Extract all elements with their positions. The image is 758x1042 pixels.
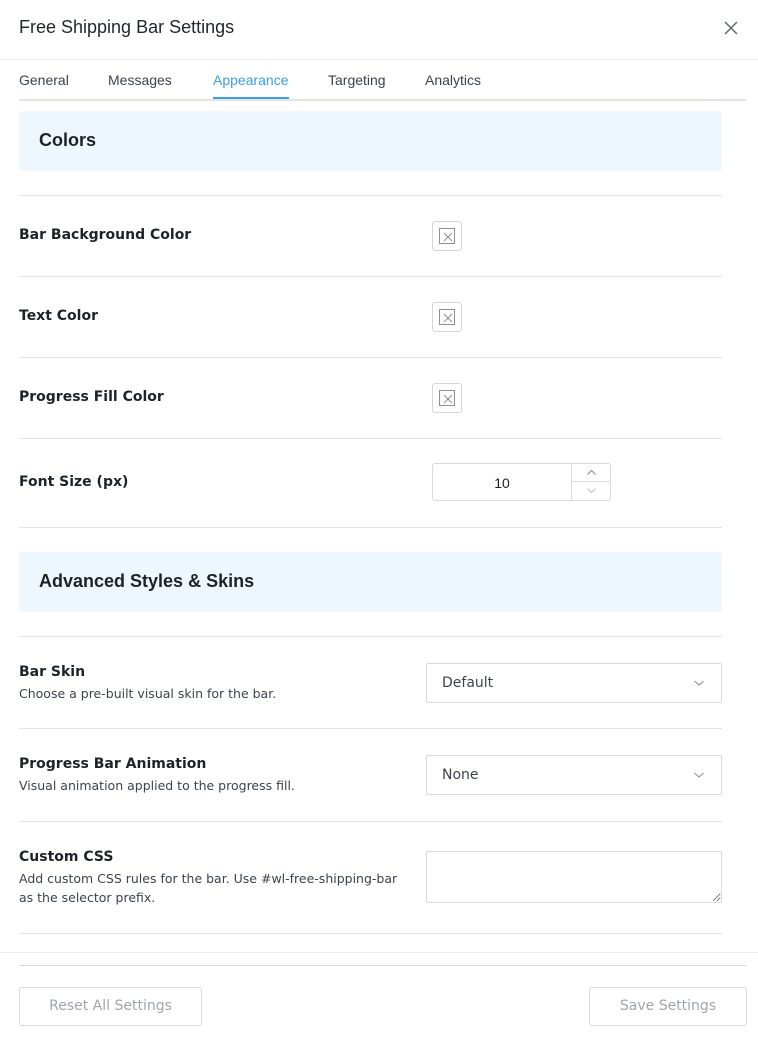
tab-analytics[interactable]: Analytics bbox=[425, 72, 482, 88]
chevron-up-icon bbox=[572, 464, 611, 481]
font-size-stepper bbox=[571, 464, 611, 500]
tab-general[interactable]: General bbox=[19, 72, 69, 88]
divider bbox=[19, 728, 722, 729]
divider bbox=[19, 636, 722, 637]
active-tab-indicator bbox=[213, 97, 289, 99]
clear-icon bbox=[437, 307, 459, 329]
progress-fill-color-label: Progress Fill Color bbox=[19, 389, 164, 405]
divider bbox=[19, 821, 722, 822]
progress-fill-color-swatch[interactable] bbox=[432, 383, 462, 413]
modal-title: Free Shipping Bar Settings bbox=[19, 17, 235, 37]
text-color-swatch[interactable] bbox=[432, 302, 462, 332]
bar-skin-selected-value: Default bbox=[442, 675, 494, 691]
progress-animation-label: Progress Bar Animation bbox=[19, 756, 207, 772]
section-header-advanced bbox=[19, 552, 722, 612]
custom-css-textarea[interactable] bbox=[426, 851, 722, 903]
font-size-value[interactable]: 10 bbox=[494, 475, 510, 491]
progress-animation-selected-value: None bbox=[442, 767, 479, 783]
text-color-label: Text Color bbox=[19, 308, 98, 324]
reset-all-settings-button[interactable]: Reset All Settings bbox=[19, 987, 202, 1026]
tab-appearance[interactable]: Appearance bbox=[213, 72, 289, 88]
tab-targeting[interactable]: Targeting bbox=[328, 72, 386, 88]
section-header-colors bbox=[19, 111, 722, 171]
settings-content[interactable] bbox=[0, 101, 758, 952]
custom-css-description: Add custom CSS rules for the bar. Use #wl-free-shipping-bar as the selector prefix. bbox=[19, 871, 398, 905]
bar-background-color-swatch[interactable] bbox=[432, 221, 462, 251]
close-icon[interactable] bbox=[722, 19, 740, 37]
font-size-label: Font Size (px) bbox=[19, 474, 129, 490]
divider bbox=[19, 276, 722, 277]
section-title-colors: Colors bbox=[39, 130, 97, 150]
bar-skin-description: Choose a pre-built visual skin for the bar. bbox=[19, 686, 277, 701]
divider bbox=[19, 195, 722, 196]
divider bbox=[19, 527, 722, 528]
tab-messages[interactable]: Messages bbox=[108, 72, 172, 88]
progress-animation-description: Visual animation applied to the progress fill. bbox=[19, 778, 295, 793]
decrement-button[interactable] bbox=[572, 482, 611, 500]
footer-divider bbox=[19, 965, 746, 966]
divider bbox=[19, 438, 722, 439]
modal-footer bbox=[0, 952, 758, 1042]
progress-animation-select[interactable] bbox=[426, 755, 722, 795]
save-settings-button[interactable]: Save Settings bbox=[589, 987, 747, 1026]
tab-bar bbox=[19, 60, 746, 101]
increment-button[interactable] bbox=[572, 464, 611, 482]
bar-skin-label: Bar Skin bbox=[19, 664, 86, 680]
divider bbox=[19, 933, 722, 934]
divider bbox=[19, 357, 722, 358]
chevron-down-icon bbox=[693, 771, 705, 779]
chevron-down-icon bbox=[693, 679, 705, 687]
section-title-advanced: Advanced Styles & Skins bbox=[39, 571, 255, 591]
bar-skin-select[interactable] bbox=[426, 663, 722, 703]
clear-icon bbox=[437, 226, 459, 248]
modal-header bbox=[0, 0, 758, 60]
chevron-down-icon bbox=[572, 482, 611, 500]
custom-css-label: Custom CSS bbox=[19, 849, 114, 865]
clear-icon bbox=[437, 388, 459, 410]
font-size-input[interactable] bbox=[432, 463, 611, 501]
bar-background-color-label: Bar Background Color bbox=[19, 227, 192, 243]
